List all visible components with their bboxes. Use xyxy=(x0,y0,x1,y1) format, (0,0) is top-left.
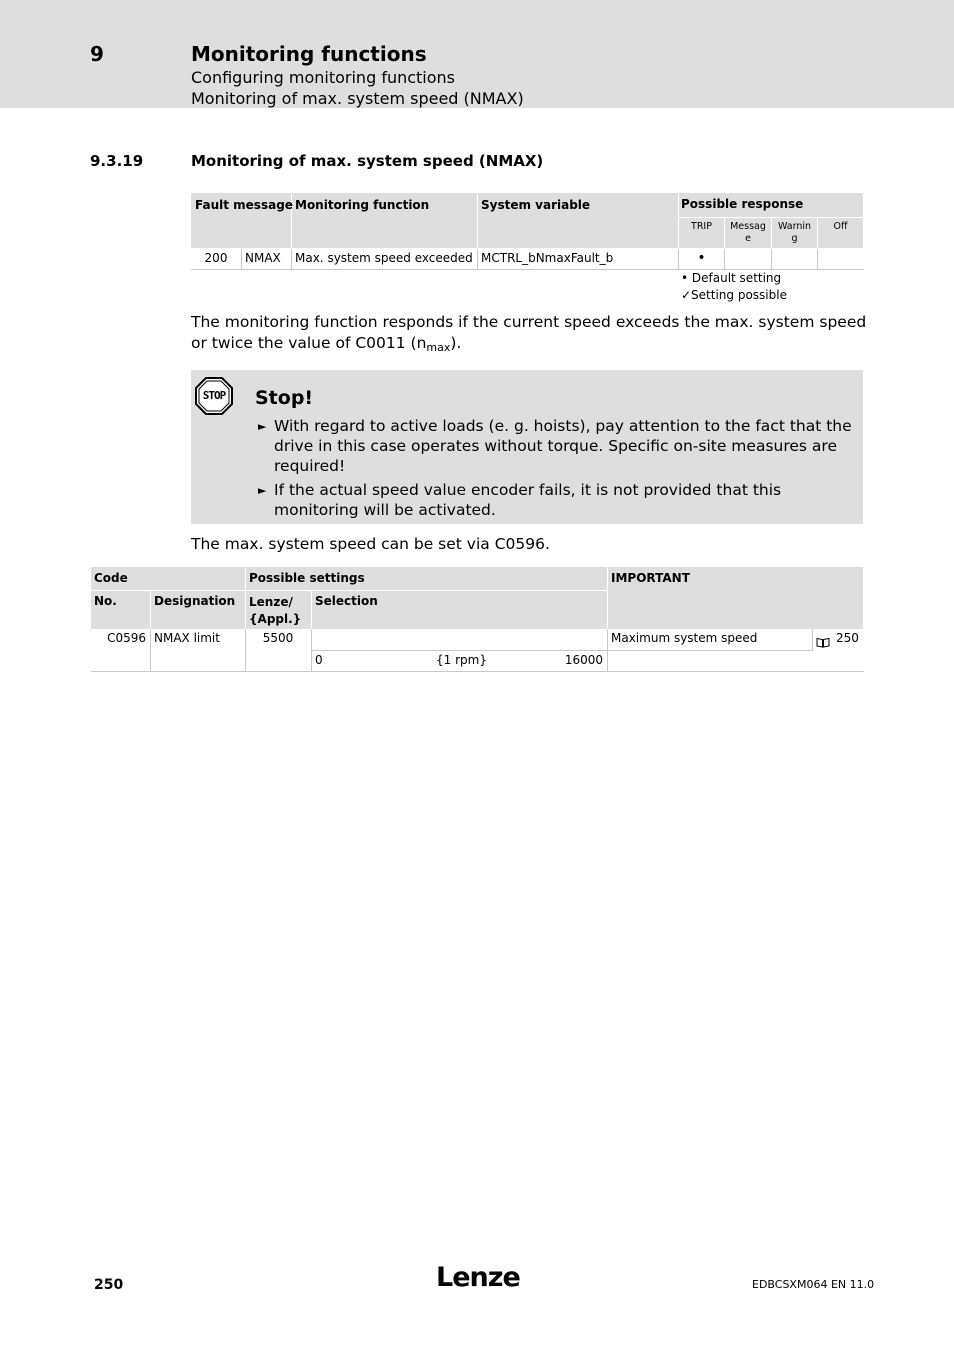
subtitle-2: Monitoring of max. system speed (NMAX) xyxy=(191,89,524,108)
header-designation: Designation xyxy=(154,594,236,608)
section-number: 9.3.19 xyxy=(90,152,144,170)
header-possible-response: Possible response xyxy=(681,197,804,211)
subtitle-1: Configuring monitoring functions xyxy=(191,68,456,87)
stop-sign-icon: STOP xyxy=(195,377,233,415)
chapter-number: 9 xyxy=(90,42,104,66)
lenze-logo: Lenze xyxy=(436,1262,520,1293)
header-trip: TRIP xyxy=(691,221,712,232)
legend-possible: ✓Setting possible xyxy=(681,288,787,302)
stop-bullet-1: With regard to active loads (e. g. hoists), pay attention to the fact that the drive in this case operates without torque. Specific on-site measures are required! xyxy=(274,417,852,475)
header-important: IMPORTANT xyxy=(611,571,690,585)
header-system-variable: System variable xyxy=(481,198,591,212)
bullet-marker-1: ► xyxy=(258,420,267,433)
header-warning: Warnin g xyxy=(777,221,812,244)
header-code: Code xyxy=(94,571,128,585)
header-no: No. xyxy=(94,594,117,608)
set-via-text: The max. system speed can be set via C0596. xyxy=(191,535,550,553)
code-important: Maximum system speed xyxy=(611,631,758,645)
selection-unit: {1 rpm} xyxy=(436,653,487,667)
document-id: EDBCSXM064 EN 11.0 xyxy=(752,1278,875,1291)
header-fault-message: Fault message xyxy=(195,198,293,212)
row-name: NMAX xyxy=(245,251,281,265)
stop-title: Stop! xyxy=(255,387,314,409)
header-monitoring-function: Monitoring function xyxy=(295,198,430,212)
description-paragraph: The monitoring function responds if the current speed exceeds the max. system speed or twice the value of C0011 $(n_{max})$. xyxy=(191,313,867,354)
page-number: 250 xyxy=(94,1277,124,1293)
header-selection: Selection xyxy=(315,594,378,608)
legend-default: • Default setting xyxy=(681,271,782,285)
selection-min: 0 xyxy=(315,653,323,667)
row-variable: MCTRL_bNmaxFault_b xyxy=(481,251,614,265)
selection-max: 16000 xyxy=(564,653,603,667)
row-function: Max. system speed exceeded xyxy=(295,251,473,265)
code-no: C0596 xyxy=(107,631,146,645)
row-code: 200 xyxy=(204,251,228,265)
header-message: Messag e xyxy=(730,221,766,244)
book-icon xyxy=(816,633,830,644)
code-lenze-default: 5500 xyxy=(262,631,294,645)
header-off: Off xyxy=(833,221,848,232)
code-designation: NMAX limit xyxy=(154,631,220,645)
code-page-ref[interactable]: 250 xyxy=(836,631,859,645)
chapter-title: Monitoring functions xyxy=(191,42,427,66)
header-possible-settings: Possible settings xyxy=(249,571,365,585)
stop-bullet-2: If the actual speed value encoder fails, it is not provided that this monitoring will be activated. xyxy=(274,481,782,519)
bullet-marker-2: ► xyxy=(258,484,267,497)
row-trip: • xyxy=(697,250,706,266)
section-title: Monitoring of max. system speed (NMAX) xyxy=(191,152,544,170)
header-lenze-appl: Lenze/ {Appl.} xyxy=(249,595,302,626)
